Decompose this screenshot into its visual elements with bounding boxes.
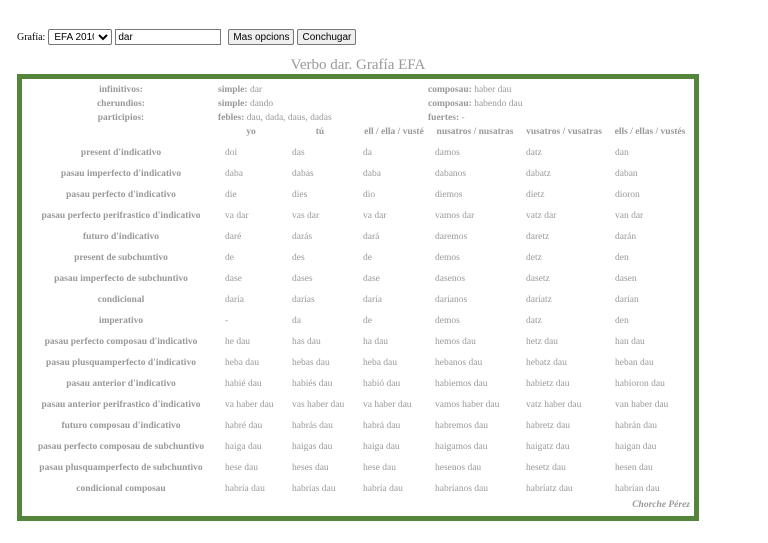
table-cell: haigamos dau xyxy=(435,442,488,452)
table-row xyxy=(0,188,768,209)
table-cell: heba dau xyxy=(225,358,260,368)
participios-label: participios: xyxy=(97,113,145,123)
table-cell: heban dau xyxy=(615,358,654,368)
person-header-ells: ells / ellas / vustés xyxy=(614,127,686,137)
table-cell: dasen xyxy=(615,274,637,284)
table-cell: daríatz xyxy=(526,295,552,305)
tense-label: pasau perfecto composau d'indicativo xyxy=(44,337,198,347)
grafia-select[interactable] xyxy=(48,29,112,45)
table-cell: daré xyxy=(225,232,242,242)
table-cell: van haber dau xyxy=(615,400,669,410)
table-row xyxy=(0,146,768,167)
table-cell: dasetz xyxy=(526,274,550,284)
table-cell: dará xyxy=(363,232,380,242)
infinitivos-label: infinitivos: xyxy=(99,85,143,95)
table-cell: daban xyxy=(615,169,638,179)
table-row xyxy=(0,419,768,440)
table-cell: dasenos xyxy=(435,274,466,284)
tense-label: present de subchuntivo xyxy=(74,253,168,263)
person-header-vusatros: vusatros / vusatras xyxy=(526,127,602,137)
grafia-label: Grafía: xyxy=(17,31,46,43)
table-cell: darán xyxy=(615,232,637,242)
table-row xyxy=(0,440,768,461)
tense-label: pasau imperfecto de subchuntivo xyxy=(54,274,188,284)
conchugar-button[interactable]: Conchugar xyxy=(297,29,356,45)
table-cell: hesenos dau xyxy=(435,463,482,473)
table-cell: daremos xyxy=(435,232,468,242)
table-cell: van dar xyxy=(615,211,644,221)
table-cell: habié dau xyxy=(225,379,262,389)
table-cell: dan xyxy=(615,148,629,158)
table-cell: da xyxy=(292,316,301,326)
table-cell: vas haber dau xyxy=(292,400,345,410)
table-cell: va haber dau xyxy=(363,400,412,410)
table-cell: dase xyxy=(225,274,242,284)
table-cell: darás xyxy=(292,232,313,242)
table-cell: das xyxy=(292,148,305,158)
table-cell: de xyxy=(225,253,234,263)
table-row xyxy=(0,356,768,377)
person-header-yo: yo xyxy=(246,127,256,137)
tense-label: present d'indicativo xyxy=(80,148,162,158)
infinitivos-composau: composau: haber dau xyxy=(428,85,512,95)
table-cell: de xyxy=(363,253,372,263)
tense-label: pasau perfecto composau de subchuntivo xyxy=(37,442,205,452)
table-cell: vamos haber dau xyxy=(435,400,500,410)
table-cell: detz xyxy=(526,253,542,263)
verb-input[interactable] xyxy=(115,29,221,45)
table-cell: heses dau xyxy=(292,463,329,473)
tense-label: pasau perfecto perifrastico d'indicativo xyxy=(41,211,201,221)
table-cell: hesetz dau xyxy=(526,463,566,473)
table-cell: habioron dau xyxy=(615,379,665,389)
table-cell: dies xyxy=(292,190,308,200)
table-cell: hesen dau xyxy=(615,463,653,473)
table-cell: daba xyxy=(225,169,243,179)
table-cell: habremos dau xyxy=(435,421,489,431)
table-cell: hebanos dau xyxy=(435,358,483,368)
person-header-tu: tú xyxy=(315,127,325,137)
table-cell: hemos dau xyxy=(435,337,476,347)
table-cell: habrá dau xyxy=(363,421,401,431)
table-row xyxy=(0,335,768,356)
table-row xyxy=(0,293,768,314)
table-cell: diemos xyxy=(435,190,463,200)
table-cell: dietz xyxy=(526,190,545,200)
person-header-nusatros: nusatros / nusatras xyxy=(436,127,514,137)
table-row xyxy=(0,251,768,272)
table-cell: hetz dau xyxy=(526,337,558,347)
table-cell: darían xyxy=(615,295,639,305)
table-cell: dase xyxy=(363,274,380,284)
table-cell: haiga dau xyxy=(363,442,400,452)
table-cell: vatz dar xyxy=(526,211,557,221)
cherundios-label: cherundios: xyxy=(96,99,146,109)
table-cell: daría xyxy=(225,295,244,305)
table-cell: doi xyxy=(225,148,238,158)
table-cell: dases xyxy=(292,274,313,284)
table-row xyxy=(0,314,768,335)
conjugation-toolbar xyxy=(17,28,356,46)
table-cell: haiga dau xyxy=(225,442,262,452)
cherundios-simple: simple: dando xyxy=(218,99,274,109)
table-cell: die xyxy=(225,190,237,200)
table-cell: habió dau xyxy=(363,379,401,389)
table-cell: habiés dau xyxy=(292,379,333,389)
table-row xyxy=(0,377,768,398)
tense-label: futuro d'indicativo xyxy=(82,232,160,242)
table-row xyxy=(0,461,768,482)
tense-label: pasau anterior d'indicativo xyxy=(66,379,176,389)
cherundios-composau: composau: habendo dau xyxy=(428,99,523,109)
table-cell: hese dau xyxy=(363,463,396,473)
table-cell: habría dau xyxy=(225,484,265,494)
table-cell: habríanos dau xyxy=(435,484,489,494)
tense-label: condicional composau xyxy=(76,484,166,494)
table-cell: habiemos dau xyxy=(435,379,488,389)
table-cell: haigan dau xyxy=(615,442,657,452)
table-cell: dio xyxy=(363,190,376,200)
table-cell: habríatz dau xyxy=(526,484,573,494)
table-cell: dabanos xyxy=(435,169,467,179)
participios-febles: febles: dau, dada, daus, dadas xyxy=(218,113,332,123)
table-cell: datz xyxy=(526,316,542,326)
tense-label: imperativo xyxy=(98,316,144,326)
table-cell: vas dar xyxy=(292,211,320,221)
table-cell: hese dau xyxy=(225,463,258,473)
table-cell: vamos dar xyxy=(435,211,475,221)
table-cell: habría dau xyxy=(363,484,403,494)
table-cell: daba xyxy=(363,169,381,179)
table-cell: damos xyxy=(435,148,460,158)
table-cell: daríanos xyxy=(435,295,468,305)
table-row xyxy=(0,167,768,188)
table-cell: demos xyxy=(435,253,460,263)
table-row xyxy=(0,230,768,251)
table-cell: dioron xyxy=(615,190,640,200)
table-cell: des xyxy=(292,253,305,263)
table-cell: den xyxy=(615,253,629,263)
tense-label: pasau imperfecto d'indicativo xyxy=(60,169,182,179)
table-cell: ha dau xyxy=(363,337,389,347)
table-cell: darías xyxy=(292,295,315,305)
table-cell: dabatz xyxy=(526,169,551,179)
table-row xyxy=(0,398,768,419)
table-cell: hebatz dau xyxy=(526,358,567,368)
infinitivos-simple: simple: dar xyxy=(218,85,263,95)
table-cell: han dau xyxy=(615,337,645,347)
table-cell: dabas xyxy=(292,169,314,179)
tense-label: pasau perfecto d'indicativo xyxy=(66,190,176,200)
tense-label: futuro composau d'indicativo xyxy=(61,421,181,431)
table-cell: - xyxy=(225,316,229,326)
mas-opcions-button[interactable]: Mas opcions xyxy=(228,29,294,45)
table-cell: den xyxy=(615,316,629,326)
author-signature: Chorche Pérez xyxy=(632,500,690,510)
table-cell: habrán dau xyxy=(615,421,657,431)
table-cell: haigas dau xyxy=(292,442,333,452)
table-cell: habrás dau xyxy=(292,421,333,431)
table-cell: daría xyxy=(363,295,382,305)
table-row xyxy=(0,272,768,293)
tense-label: pasau anterior perifrastico d'indicativo xyxy=(41,400,201,410)
table-cell: va haber dau xyxy=(225,400,274,410)
tense-label: pasau plusquamperfecto d'indicativo xyxy=(46,358,196,368)
table-cell: habretz dau xyxy=(526,421,571,431)
table-cell: has dau xyxy=(292,337,321,347)
table-cell: habrían dau xyxy=(615,484,660,494)
table-cell: daretz xyxy=(526,232,550,242)
table-cell: va dar xyxy=(363,211,387,221)
participios-fuertes: fuertes: - xyxy=(428,113,465,123)
table-cell: he dau xyxy=(225,337,251,347)
table-row xyxy=(0,209,768,230)
table-cell: demos xyxy=(435,316,460,326)
table-cell: habrías dau xyxy=(292,484,336,494)
table-cell: de xyxy=(363,316,372,326)
page-title: Verbo dar. Grafía EFA xyxy=(290,57,426,73)
table-cell: habré dau xyxy=(225,421,263,431)
table-cell: haigatz dau xyxy=(526,442,570,452)
tense-label: pasau plusquamperfecto de subchuntivo xyxy=(39,463,203,473)
table-cell: datz xyxy=(526,148,542,158)
table-cell: da xyxy=(363,148,372,158)
table-cell: va dar xyxy=(225,211,249,221)
person-header-ell: ell / ella / vusté xyxy=(364,127,424,137)
table-cell: vatz haber dau xyxy=(526,400,582,410)
tense-label: condicional xyxy=(97,295,145,305)
table-cell: hebas dau xyxy=(292,358,330,368)
table-cell: heba dau xyxy=(363,358,398,368)
table-cell: habietz dau xyxy=(526,379,570,389)
